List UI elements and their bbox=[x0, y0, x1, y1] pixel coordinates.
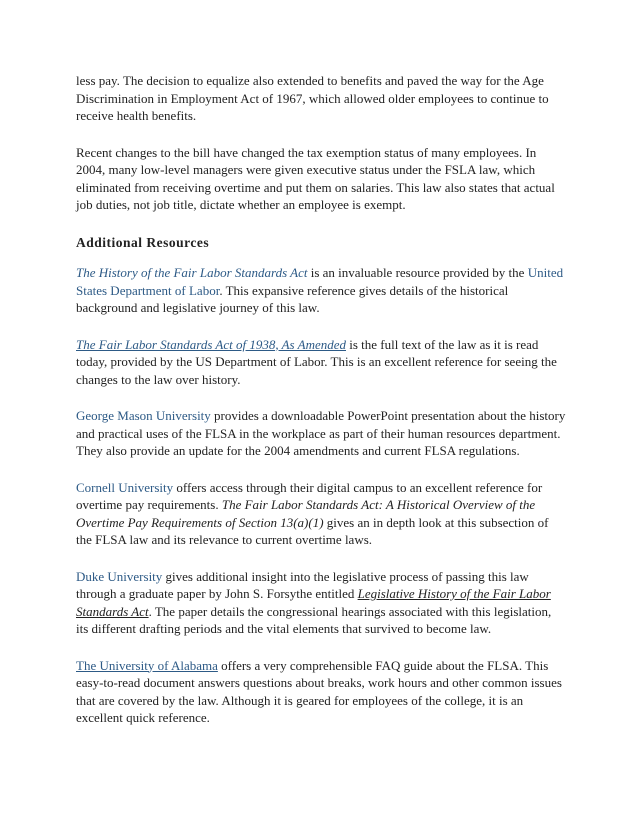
link-university-alabama[interactable]: The University of Alabama bbox=[76, 657, 218, 673]
resource-text: offers a very comprehensible FAQ guide about the FLSA. This easy-to-read document answers questions about breaks, work hours and other common issues that are covered by the law. Although it is geared for employees of the college, it is an excellent quick reference. bbox=[76, 657, 562, 725]
resource-cornell bbox=[76, 479, 566, 549]
resource-text: gives an in depth look at this subsection of the FLSA law and its relevance to current overtime laws. bbox=[76, 514, 549, 547]
paragraph-age-discrimination: less pay. The decision to equalize also extended to benefits and paved the way for the Age Discrimination in Employment Act of 1967, which allowed older employees to continue to receive health benefits. bbox=[76, 73, 549, 123]
resource-alabama bbox=[76, 657, 566, 727]
resource-dol-history bbox=[76, 264, 566, 317]
resource-text: gives additional insight into the legislative process of passing this law through a graduate paper by John S. Forsythe entitled bbox=[76, 568, 529, 601]
link-history-flsa[interactable]: The History of the Fair Labor Standards Act bbox=[76, 265, 308, 280]
paragraph-recent-changes: Recent changes to the bill have changed the tax exemption status of many employees. In 2004, many low-level managers were given executive status under the FSLA law, which eliminated from receiving overtime and put them on salaries. This law also states that actual job duties, not job title, dictate whether an employee is exempt. bbox=[76, 144, 555, 212]
resource-text: offers access through their digital campus to an excellent reference for overtime pay requirements. bbox=[76, 479, 543, 512]
resource-text: provides a downloadable PowerPoint presentation about the history and practical uses of the FLSA in the workplace as part of their human resources department. They also provide an update for the 2004 amendments and current FLSA regulations. bbox=[76, 408, 566, 458]
resource-george-mason bbox=[76, 407, 566, 460]
resource-text: is the full text of the law as it is read today, provided by the US Department of Labor. This is an excellent reference for seeing the changes to the law over history. bbox=[76, 336, 557, 387]
resource-duke bbox=[76, 568, 566, 638]
resource-flsa-amended bbox=[76, 336, 566, 389]
link-duke[interactable]: Duke University bbox=[76, 568, 163, 584]
link-cornell[interactable]: Cornell University bbox=[76, 479, 174, 495]
resource-text: is an invaluable resource provided by the bbox=[307, 265, 528, 280]
cornell-title: The Fair Labor Standards Act: A Historical Overview of the Overtime Pay Requirements of Section 13(a)(1) bbox=[76, 497, 536, 530]
resource-text: . This expansive reference gives details of the historical background and legislative journey of this law. bbox=[76, 282, 509, 315]
document-page bbox=[76, 72, 566, 746]
duke-paper-title: Legislative History of the Fair Labor Standards Act bbox=[76, 586, 551, 619]
link-us-dept-labor[interactable]: United States Department of Labor bbox=[76, 265, 564, 298]
link-flsa-1938-amended[interactable]: The Fair Labor Standards Act of 1938, As Amended bbox=[76, 336, 346, 352]
section-heading: Additional Resources bbox=[76, 234, 210, 250]
link-george-mason[interactable]: George Mason University bbox=[76, 408, 211, 423]
resource-text: . The paper details the congressional hearings associated with this legislation, its different drafting periods and the vital elements that survived to become law. bbox=[76, 603, 552, 636]
